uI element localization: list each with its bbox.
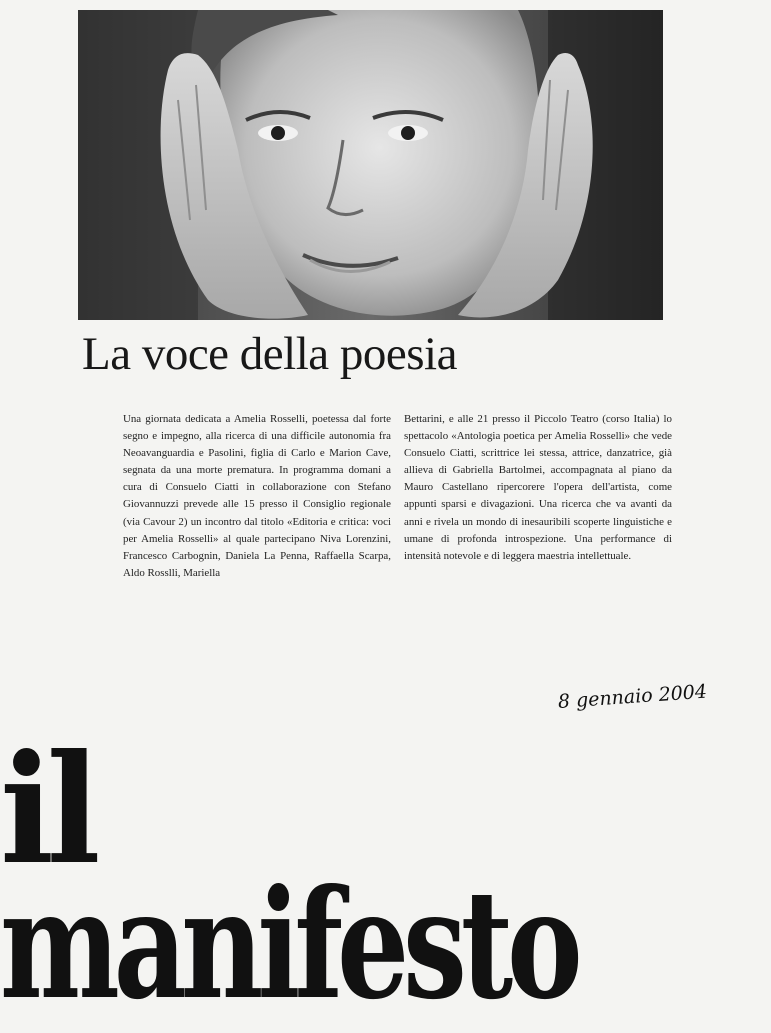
handwritten-date: 8 gennaio 2004	[557, 680, 708, 713]
portrait-photo	[78, 10, 663, 320]
portrait-image	[78, 10, 663, 320]
masthead-line-2: manifesto	[0, 857, 577, 1033]
article-column-right: Bettarini, e alle 21 presso il Piccolo Teatro (corso Italia) lo spettacolo «Antologia poetica per Amelia Rosselli» che vede Consuelo Ciatti, scrittrice lei stessa, attrice, danzatrice, già allieva di Gabriella Bartolmei, accompagnata al piano da Mauro Castellano ripercorere l'opera dell'artista, come appunti sparsi e divagazioni. Una ricerca che va avanti da anni e rivela un mondo di inesauribili scoperte linguistiche e umane di profonda introspezione. Una performance di intensità notevole e di leggera maestria intellettuale.	[404, 413, 672, 562]
article-headline: La voce della poesia	[82, 328, 457, 380]
masthead-line-1: il	[0, 722, 94, 898]
article-column-left: Una giornata dedicata a Amelia Rosselli, poetessa dal forte segno e impegno, alla ricerca di una difficile autonomia fra Neoavanguardia e Pasolini, figlia di Carlo e Marion Cave, segnata da una morte prematura. In programma domani a cura di Consuelo Ciatti in collaborazione con Stefano Giovannuzzi prevede alle 15 presso il Consiglio regionale (via Cavour 2) un incontro dal titolo «Editoria e critica: voci per Amelia Rosselli» al quale partecipano Niva Lorenzini, Francesco Carbognin, Daniela La Penna, Raffaella Scarpa, Aldo Rosslli, Mariella	[123, 413, 391, 579]
